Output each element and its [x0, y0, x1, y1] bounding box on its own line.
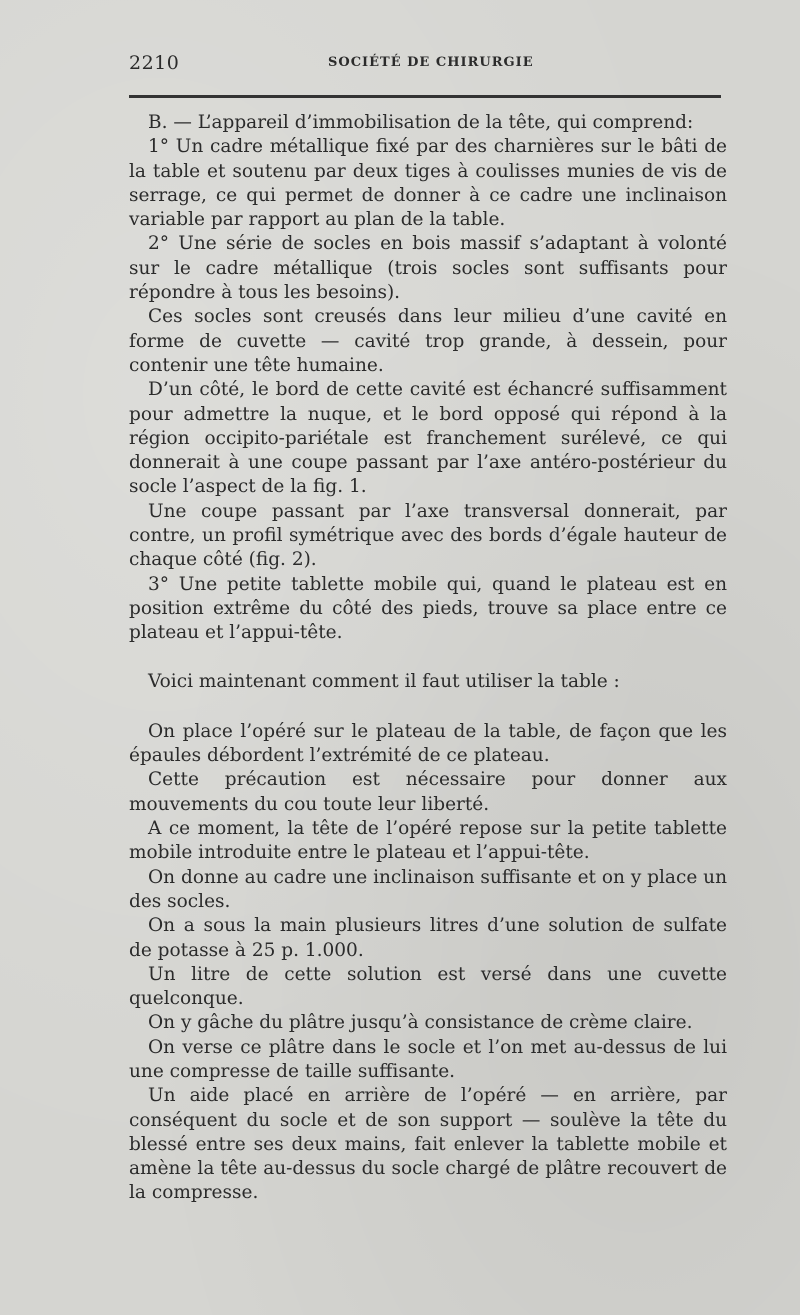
section-gap — [129, 694, 727, 720]
page-header — [129, 52, 721, 78]
paragraph: On y gâche du plâtre jusqu’à consistance de crème claire. — [148, 1012, 693, 1034]
paragraph: D’un côté, le bord de cette cavité est échancré suffisamment pour admettre la nuque, et le bord opposé qui répond à la région occipito-pariétale est franchement surélevé, ce qui donnerait à une coupe passant par l’axe antéro-postérieur du socle l’aspect de la fig. 1. — [129, 379, 727, 498]
section-gap — [129, 646, 727, 670]
paragraph: Ces socles sont creusés dans leur milieu d’une cavité en forme de cuvette — cavité trop grande, à dessein, pour contenir une tête humaine. — [129, 306, 727, 376]
body-text — [129, 111, 727, 1206]
header-rule — [129, 95, 721, 98]
section-intro: Voici maintenant comment il faut utiliser la table : — [148, 670, 620, 692]
paragraph: 1° Un cadre métallique fixé par des charnières sur le bâti de la table et soutenu par deux tiges à coulisses munies de vis de serrage, ce qui permet de donner à ce cadre une inclinaison variable par rapport au plan de la table. — [129, 136, 727, 231]
running-title: SOCIÉTÉ DE CHIRURGIE — [328, 55, 534, 70]
paragraph: On verse ce plâtre dans le socle et l’on met au-dessus de lui une compresse de taille suffisante. — [129, 1036, 727, 1082]
paragraph: 3° Une petite tablette mobile qui, quand le plateau est en position extrême du côté des pieds, trouve sa place entre ce plateau et l’appui-tête. — [129, 573, 727, 644]
paragraph: Un litre de cette solution est versé dans une cuvette quelconque. — [129, 963, 727, 1010]
paragraph: B. — L’appareil d’immobilisation de la tête, qui comprend: — [148, 112, 694, 133]
paragraph: Cette précaution est nécessaire pour donner aux mouvements du cou toute leur liberté. — [129, 769, 727, 815]
paragraph: On donne au cadre une inclinaison suffisante et on y place un des socles. — [129, 866, 727, 912]
paragraph: Un aide placé en arrière de l’opéré — en arrière, par conséquent du socle et de son support — soulève la tête du blessé entre ses deux mains, fait enlever la tablette mobile et amène la tête au-dessus du socle chargé de plâtre recouvert de la compresse. — [129, 1085, 727, 1204]
paragraph: 2° Une série de socles en bois massif s’adaptant à volonté sur le cadre métallique (trois socles sont suffisants pour répondre à tous les besoins). — [129, 233, 727, 304]
paragraph: On place l’opéré sur le plateau de la table, de façon que les épaules débordent l’extrémité de ce plateau. — [129, 720, 727, 767]
page-number: 2210 — [129, 52, 180, 74]
paragraph: A ce moment, la tête de l’opéré repose sur la petite tablette mobile introduite entre le plateau et l’appui-tête. — [129, 818, 727, 864]
paragraph: On a sous la main plusieurs litres d’une solution de sulfate de potasse à 25 p. 1.000. — [129, 915, 727, 961]
paragraph: Une coupe passant par l’axe transversal donnerait, par contre, un profil symétrique avec des bords d’égale hauteur de chaque côté (fig. 2). — [129, 500, 727, 571]
